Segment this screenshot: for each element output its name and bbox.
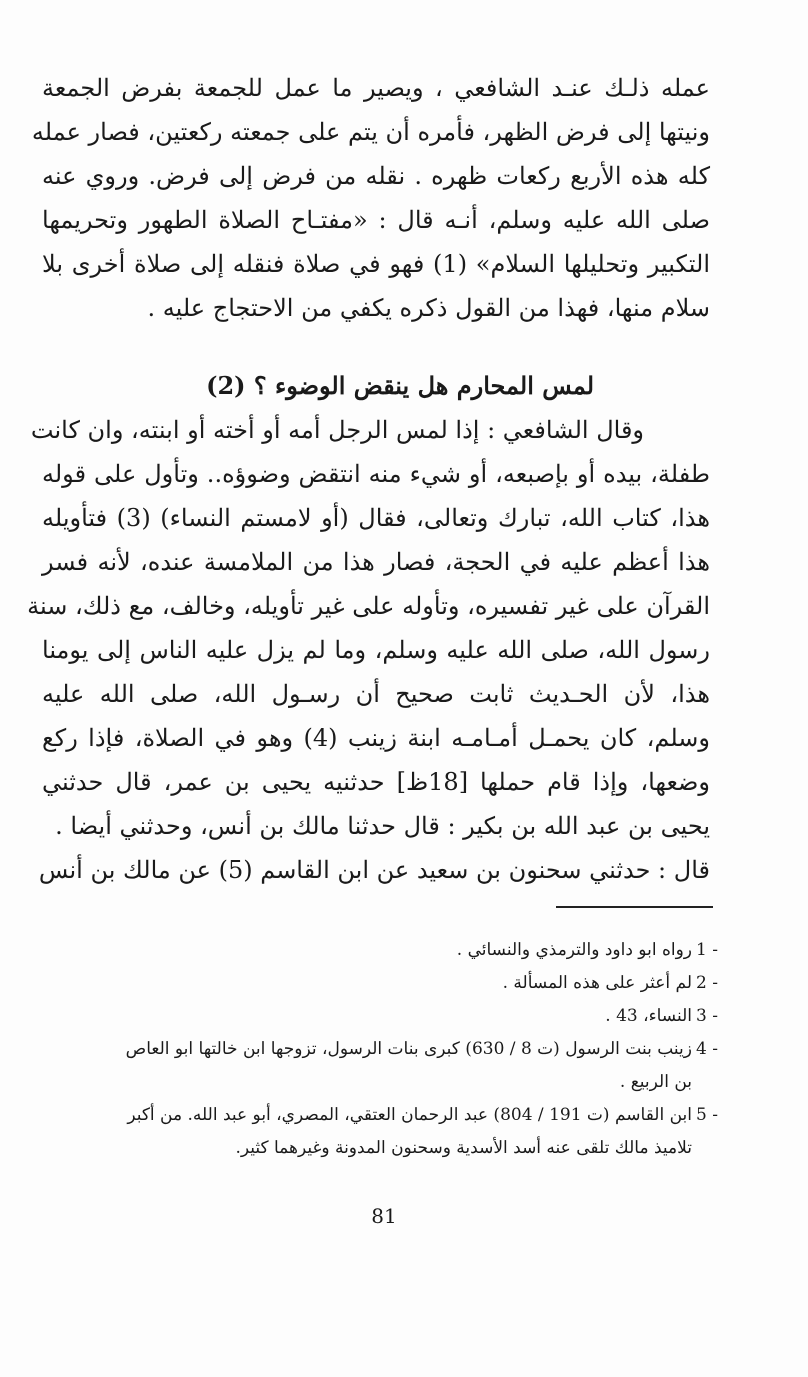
text-line: هذا، لأن الحـديث ثابت صحيح أن رسـول الله، صلى الله عليه [42, 680, 710, 708]
footnote-text: ابن القاسم (ت 191 / 804) عبد الرحمان العتقي، المصري، أبو عبد الله. من أكبر [127, 1105, 692, 1125]
text-line: وسلم، كان يحمـل أمـامـه ابنة زينب (4) وهو في الصلاة، فإذا ركع [42, 724, 710, 752]
page-number: 81 [371, 1204, 397, 1228]
footnotes [48, 934, 718, 1165]
paragraph-opening [31, 66, 710, 330]
text-line: قال : حدثني سحنون بن سعيد عن ابن القاسم (5) عن مالك بن أنس [38, 856, 710, 884]
footnote-number: 5 - [696, 1105, 718, 1125]
text-line: رسول الله، صلى الله عليه وسلم، وما لم يزل عليه الناس إلى يومنا [42, 636, 710, 664]
paragraph-main [27, 408, 710, 892]
footnote-item [48, 934, 718, 967]
footnote-text: رواه ابو داود والترمذي والنسائي . [456, 940, 692, 960]
text-line: يحيى بن عبد الله بن بكير : قال حدثنا مالك بن أنس، وحدثني أيضا . [55, 812, 710, 840]
text-line: وضعها، وإذا قام حملها [18ظ] حدثنيه يحيى بن عمر، قال حدثني [42, 768, 710, 796]
footnote-number: 3 - [696, 1006, 718, 1026]
text-line: هذا أعظم عليه في الحجة، فصار هذا من الملامسة عنده، لأنه فسر [42, 548, 710, 576]
text-line: عمله ذلـك عنـد الشافعي ، ويصير ما عمل للجمعة بفرض الجمعة [42, 74, 710, 102]
text-line: التكبير وتحليلها السلام» (1) فهو في صلاة فنقله إلى صلاة أخرى بلا [42, 250, 710, 278]
section-heading: لمس المحارم هل ينقض الوضوء ؟ (2) [206, 371, 594, 400]
footnote-text: تلاميذ مالك تلقى عنه أسد الأسدية وسحنون المدونة وغيرهما كثير. [235, 1138, 692, 1158]
text-line: طفلة، بيده أو بإصبعه، أو شيء منه انتقض وضوؤه.. وتأول على قوله [42, 460, 710, 488]
text-line: كله هذه الأربع ركعات ظهره . نقله من فرض إلى فرض. وروي عنه [42, 162, 710, 190]
text-line: سلام منها، فهذا من القول ذكره يكفي من الاحتجاج عليه . [147, 294, 710, 322]
footnote-number: 1 - [696, 940, 718, 960]
footnote-number: 4 - [696, 1039, 718, 1059]
footnote-item [48, 1099, 718, 1165]
footnote-text: لم أعثر على هذه المسألة . [502, 973, 692, 993]
footnote-separator [556, 906, 713, 908]
footnote-number: 2 - [696, 973, 718, 993]
text-line: صلى الله عليه وسلم، أنـه قال : «مفتـاح الصلاة الطهور وتحريمها [42, 206, 710, 234]
footnote-item [48, 1033, 718, 1099]
footnote-text: زينب بنت الرسول (ت 8 / 630) كبرى بنات الرسول، تزوجها ابن خالتها ابو العاص [125, 1039, 692, 1059]
text-line: القرآن على غير تفسيره، وتأوله على غير تأويله، وخالف، مع ذلك، سنة [27, 592, 710, 620]
footnote-text: بن الربيع . [619, 1072, 692, 1092]
text-line: هذا، كتاب الله، تبارك وتعالى، فقال (أو لامستم النساء) (3) فتأويله [42, 504, 710, 532]
text-line: ونيتها إلى فرض الظهر، فأمره أن يتم على جمعته ركعتين، فصار عمله [31, 118, 710, 146]
text-line: وقال الشافعي : إذا لمس الرجل أمه أو أخته أو ابنته، وان كانت [30, 416, 644, 444]
footnote-text: النساء، 43 . [605, 1006, 692, 1026]
footnote-item [48, 967, 718, 1000]
footnote-item [48, 1000, 718, 1033]
